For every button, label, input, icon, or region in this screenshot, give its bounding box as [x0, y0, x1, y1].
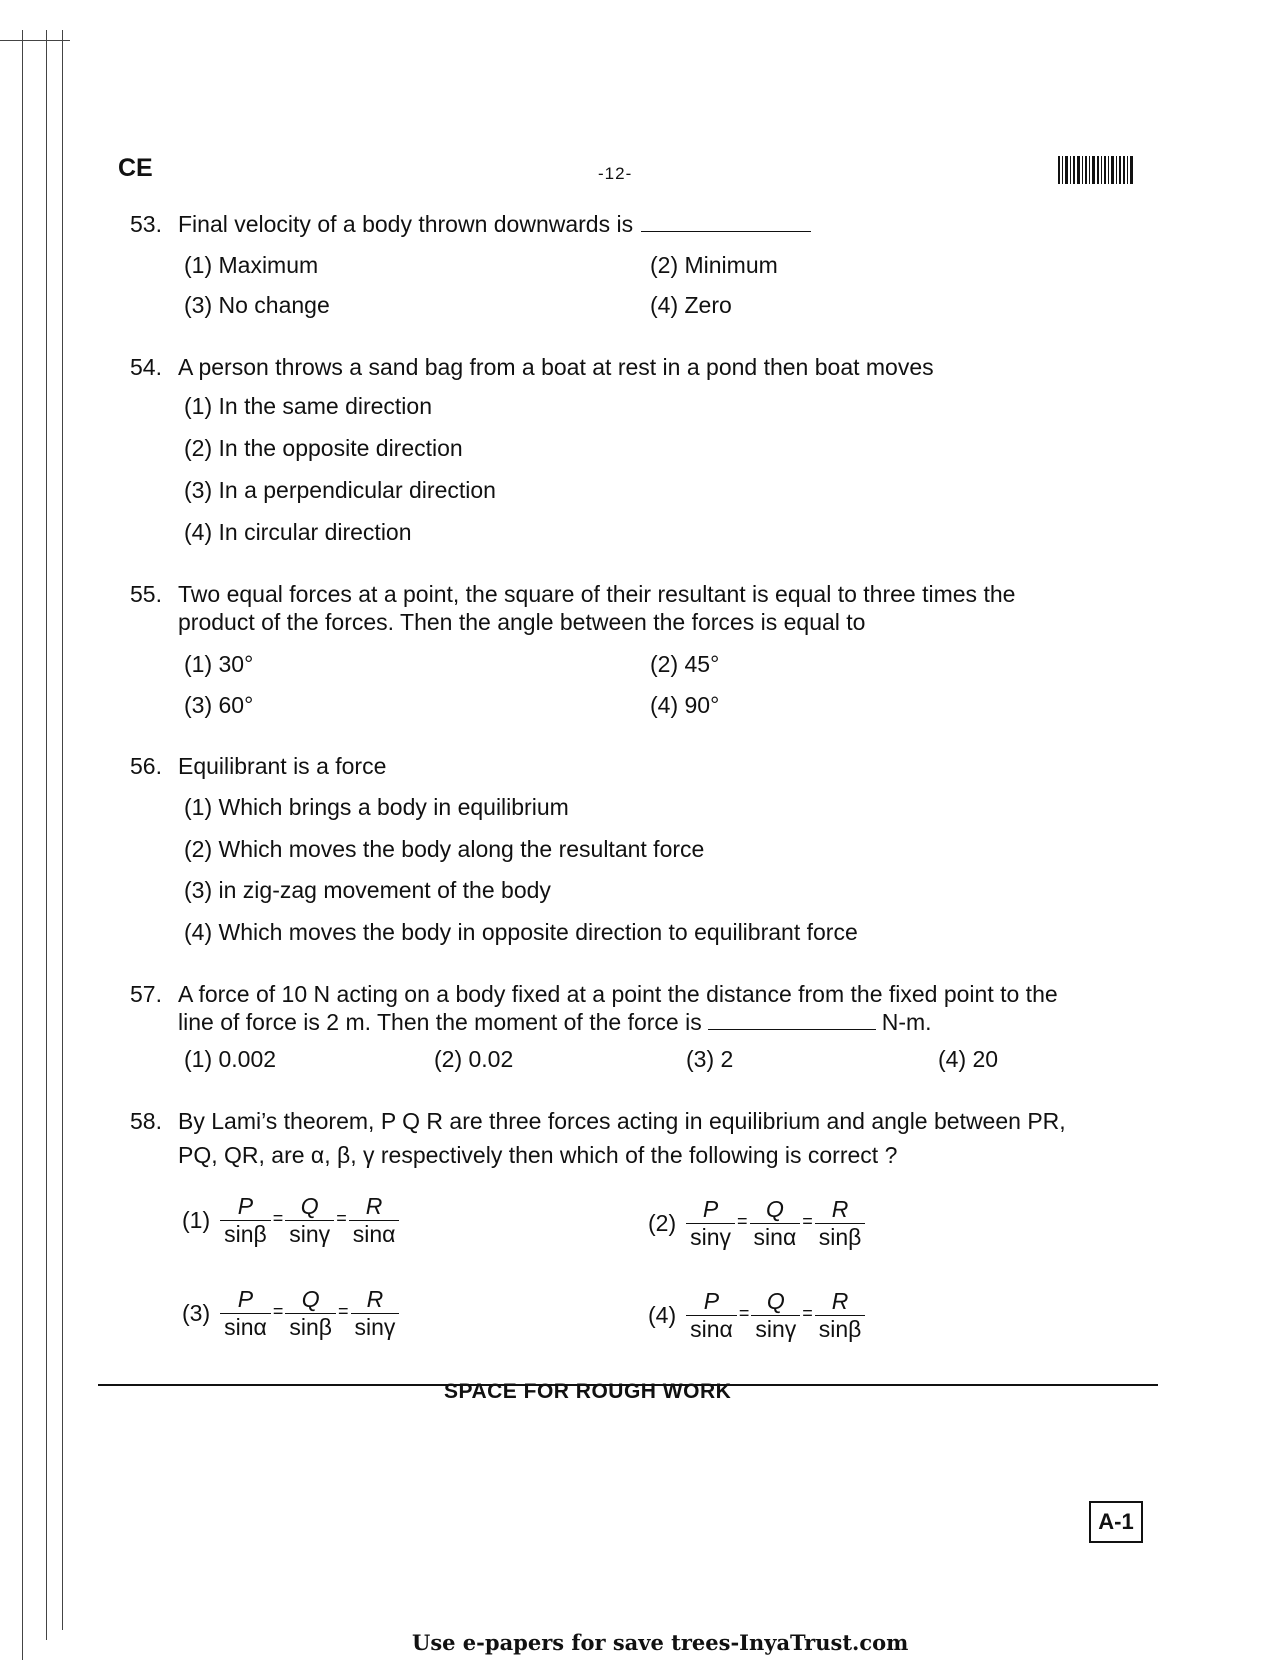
option-57-1: (1) 0.002	[184, 1046, 277, 1072]
option-54-2: (2) In the opposite direction	[184, 435, 463, 461]
set-code-box: A-1	[1089, 1501, 1143, 1543]
question-stem-line-1: By Lami’s theorem, P Q R are three forces acting in equilibrium and angle between PR,	[178, 1108, 1066, 1134]
question-stem-line-2: PQ, QR, are α, β, γ respectively then which of the following is correct ?	[178, 1142, 898, 1168]
option-58-2	[648, 1196, 865, 1251]
option-57-2: (2) 0.02	[434, 1046, 514, 1072]
option-55-3: (3) 60°	[184, 692, 254, 718]
equals-sign: =	[737, 1211, 748, 1231]
question-58	[130, 1107, 1140, 1169]
equals-sign: =	[337, 1301, 349, 1321]
question-number: 57.	[130, 981, 162, 1007]
option-53-3: (3) No change	[184, 292, 330, 318]
question-number: 55.	[130, 581, 162, 607]
footer-text: Use e-papers for save trees-InyaTrust.com	[412, 1630, 909, 1655]
option-58-4	[648, 1288, 865, 1343]
option-54-1: (1) In the same direction	[184, 393, 433, 419]
rough-work-heading: SPACE FOR ROUGH WORK	[444, 1380, 732, 1403]
option-56-2: (2) Which moves the body along the resultant force	[184, 836, 705, 862]
option-56-4: (4) Which moves the body in opposite direction to equilibrant force	[184, 919, 858, 945]
option-54-4: (4) In circular direction	[184, 519, 412, 545]
question-54	[130, 353, 1140, 381]
question-55	[130, 580, 1140, 636]
fraction: $\frac{R}{\sin\beta}$	[815, 1288, 866, 1343]
option-label: (4)	[648, 1302, 677, 1328]
option-53-4: (4) Zero	[650, 292, 732, 318]
margin-tick	[0, 40, 70, 41]
option-56-3: (3) in zig-zag movement of the body	[184, 877, 551, 903]
question-stem-line-2: product of the forces. Then the angle between the forces is equal to	[178, 609, 866, 635]
option-58-1	[182, 1193, 399, 1248]
question-number: 54.	[130, 354, 162, 380]
option-58-3	[182, 1286, 399, 1341]
question-53	[130, 210, 1140, 238]
fraction: $\frac{P}{\sin\alpha}$	[220, 1286, 271, 1341]
option-55-1: (1) 30°	[184, 651, 254, 677]
fraction: $\frac{P}{\sin\alpha}$	[686, 1288, 737, 1343]
equals-sign: =	[336, 1208, 347, 1228]
paper-code: CE	[118, 154, 153, 182]
fraction: $\frac{P}{\sin\beta}$	[220, 1193, 271, 1248]
barcode	[1058, 156, 1135, 184]
question-stem: A person throws a sand bag from a boat at rest in a pond then boat moves	[178, 354, 934, 380]
question-stem-line-1: Two equal forces at a point, the square of their resultant is equal to three times the	[178, 581, 1016, 607]
option-55-2: (2) 45°	[650, 651, 720, 677]
fraction: $\frac{Q}{\sin\alpha}$	[750, 1196, 801, 1251]
question-stem: Final velocity of a body thrown downwards is	[178, 211, 634, 237]
question-56	[130, 752, 1140, 780]
margin-line	[22, 30, 23, 1660]
question-stem-line-2: line of force is 2 m. Then the moment of the force is	[178, 1009, 702, 1035]
equals-sign: =	[272, 1301, 284, 1321]
equals-sign: =	[802, 1303, 813, 1323]
margin-line	[46, 30, 47, 1640]
option-57-3: (3) 2	[686, 1046, 734, 1072]
option-label: (1)	[182, 1207, 211, 1233]
option-57-4: (4) 20	[938, 1046, 999, 1072]
answer-blank	[641, 211, 811, 232]
option-label: (2)	[648, 1210, 677, 1236]
answer-blank	[708, 1009, 876, 1030]
option-label: (3)	[182, 1300, 211, 1326]
page-number: -12-	[598, 164, 633, 183]
equals-sign: =	[272, 1208, 284, 1228]
option-53-1: (1) Maximum	[184, 252, 319, 278]
fraction: $\frac{Q}{\sin\gamma}$	[285, 1193, 334, 1248]
margin-line	[62, 30, 63, 1630]
equals-sign: =	[802, 1211, 813, 1231]
option-53-2: (2) Minimum	[650, 252, 778, 278]
question-number: 53.	[130, 211, 162, 237]
option-54-3: (3) In a perpendicular direction	[184, 477, 496, 503]
fraction: $\frac{Q}{\sin\beta}$	[285, 1286, 336, 1341]
option-56-1: (1) Which brings a body in equilibrium	[184, 794, 569, 820]
question-stem-line-1: A force of 10 N acting on a body fixed at a point the distance from the fixed point to the	[178, 981, 1058, 1007]
equals-sign: =	[738, 1303, 750, 1323]
fraction: $\frac{R}{\sin\beta}$	[815, 1196, 866, 1251]
fraction: $\frac{R}{\sin\alpha}$	[349, 1193, 400, 1248]
fraction: $\frac{Q}{\sin\gamma}$	[751, 1288, 800, 1343]
fraction: $\frac{R}{\sin\gamma}$	[351, 1286, 400, 1341]
question-number: 58.	[130, 1108, 162, 1134]
answer-unit: N-m.	[881, 1009, 932, 1035]
fraction: $\frac{P}{\sin\gamma}$	[686, 1196, 735, 1251]
question-stem: Equilibrant is a force	[178, 753, 387, 779]
question-number: 56.	[130, 753, 162, 779]
question-57	[130, 980, 1140, 1036]
option-55-4: (4) 90°	[650, 692, 720, 718]
